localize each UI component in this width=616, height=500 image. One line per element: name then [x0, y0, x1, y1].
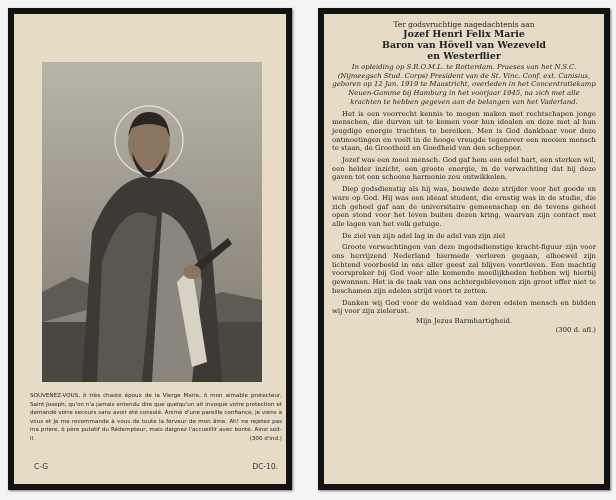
biography: In opleiding op S.R.O.M.L. te Rotterdam. Praeses van het N.S.C. (Nijmeegsch Stud. Corps) President van de St. Vinc. Conf. ext. Canisius, geboren op 12 Jan. 1919 te Maastricht, overleden in het Concentratiekamp Neuen-Gamme bij Hamburg in het voorjaar 1945, na zich met alle krachten te hebben gegeven aan de belangen van het Vaderland.	[332, 63, 596, 106]
paragraph-6: Danken wij God voor de weldaad van deren edelen mensch en bidden wij voor zijn zielerust.	[332, 298, 596, 316]
saint-joseph-image	[42, 62, 262, 382]
paragraph-5: Groote verwachtingen van deze ingodsdienstige kracht-figuur zijn voor ons herrijzend Nederland hiermede verloren gegaan, alhoewel zijn lichtend voorbeeld in ons aller geest zal blijven voortleven. Een machtig voorspreker bij God voor alle komende moeilijkheden hebben wij hierbij gewonnen. Het is de taak van ons achtergeblevenen zijn groot offer niet te beschamen zijn edelen strijd voort te zetten.	[332, 243, 596, 295]
left-card	[8, 8, 292, 490]
card-number: DC-10.	[252, 462, 278, 471]
paragraph-1: Het is een voorrecht kennis te mogen maken met rechtschapen jonge menschen, die durven uit te komen voor hun idealen en deze met al hun jeugdige energie trachten te bereiken. Men is God dankbaar voor deze ontmoetingen en voelt in de hooge vreugde tegenover een mooien mensch te staan, de Grootheid en Goedheid van den schepper.	[332, 109, 596, 153]
prayer-body: SOUVENEZ-VOUS, ô très chaste époux de la Vierge Marie, ô mon aimable protecteur, Saint Joseph, qu'on n'a jamais entendu dire que quelqu'un ait invoqué votre protection et demandé votre secours sans avoir été consolé. Animé d'une pareille confiance, je viens à vous et je me recommande à vous de toute la ferveur de mon âme. Ah! ne rejetez pas ma prière, ô père putatif du Rédempteur, mais daignez l'accueillir avec bonté. Ainsi soit-il.	[30, 393, 282, 442]
memorial-heading: Ter godsvruchtige nagedachtenis aan	[393, 20, 535, 29]
closing-prayer: Mijn Jezus Barmhartigheid.	[415, 316, 513, 325]
printer-mark: C-G	[34, 462, 49, 471]
memorial-text	[332, 20, 596, 334]
paragraph-4: De ziel van zijn adel lag in de adel van zijn ziel	[342, 231, 506, 240]
prayer-text	[30, 392, 282, 443]
paragraph-3: Diep godsdienstig als hij was, bouwde deze strijder voor het goede en ware op God. Hij was een ideaal student, die ernstig was in de studie, die zich geheel gaf aan de universitaire gemeenschap en de tevens geheel open stond voor het leven buiten dezen kring, waarvan zijn contact met alle lagen van het volk getuige.	[332, 185, 596, 228]
right-card	[318, 8, 610, 490]
indulgence-note: (300 d'ind.)	[249, 435, 282, 442]
name-line-3: en Westerflier	[427, 51, 501, 62]
name-line-2: Baron van Hövell van Wezeveld	[382, 40, 546, 51]
name-line-1: Jozef Henri Felix Marie	[403, 29, 525, 40]
right-indulgence: (300 d. afl.)	[555, 325, 596, 334]
paragraph-2: Jozef was een mooi mensch. God gaf hem een edel hart, een sterken wil, een helder inzicht, een groote energie, in de verwachting dat hij deze gaven tot een schoone harmonie zou ontwikkelen.	[332, 156, 596, 182]
